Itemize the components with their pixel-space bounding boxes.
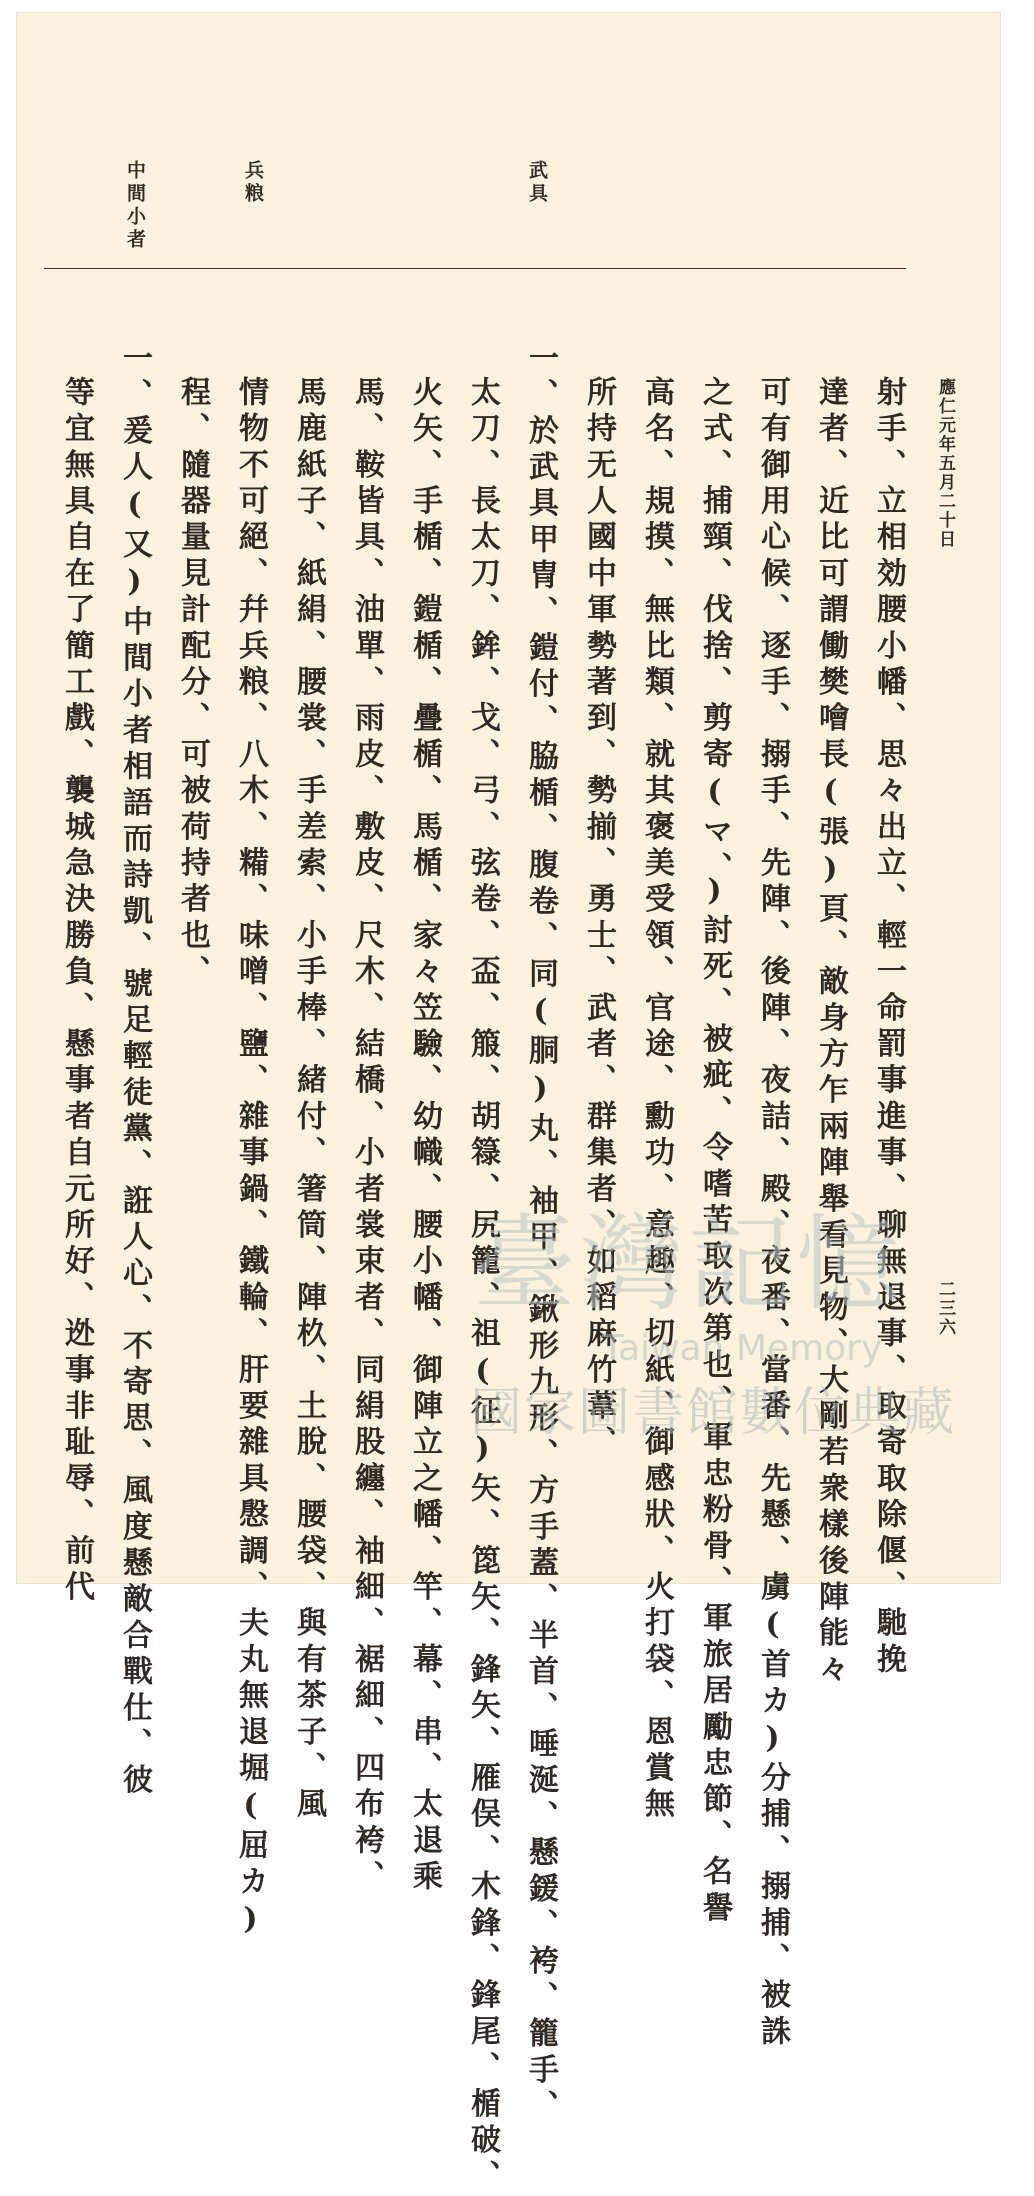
page-number: 二三六 (935, 1280, 955, 1337)
body-column-14: 一、爰人(又)中間小者相語而詩凱、號足輕徒黨、誑人心、不寄思、風度懸敵合戰仕、彼 (117, 342, 152, 1800)
body-column-3: 可有御用心候、逐手、搦手、先陣、後陣、夜詰、殿、夜番、當番、先懸、虜(首カ)分捕、搦捕、被誅 (755, 376, 790, 2052)
body-column-4: 之式、捕頸、伐捨、剪寄(マ、)討死、被疵、令嗜苦取次第也、軍忠粉骨、軍旅居勵忠節、名譽 (697, 376, 732, 1928)
body-column-6: 所持无人國中軍勢著到、勢揃、勇士、武者、群集者、如稻麻竹葦、 (581, 376, 616, 1462)
running-head: 應仁元年五月二十日 (935, 378, 955, 549)
body-column-12: 情物不可絕、幷兵粮、八木、糒、味噌、鹽、雜事鍋、鐵輪、肝要雜具慇調、夫丸無退堀(屈カ) (233, 376, 268, 1943)
watermark-title: 臺灣記憶 (472, 1203, 905, 1325)
watermark-english: Taiwan Memory (602, 1328, 883, 1369)
body-column-11: 馬鹿紙子、紙絹、腰裳、手差索、小手棒、緒付、箸筒、陣杦、土脫、腰袋、與有茶子、風 (291, 376, 326, 1824)
body-column-5: 高名、規摸、無比類、就其褒美受領、官途、勳功、意趣、切紙、御感狀、火打袋、恩賞無 (639, 376, 674, 1824)
body-column-15: 等宜無具自在了簡工戲、襲城急決勝負、懸事者自元所好、迯事非耻辱、前代 (59, 376, 94, 1607)
header-label-servants: 中間小者 (124, 160, 146, 252)
book-page (16, 12, 1001, 2196)
watermark-org: 國家圖書館數位典藏 (470, 1383, 957, 1443)
body-column-13: 程、隨器量見計配分、可被荷持者也、 (175, 376, 210, 992)
body-column-7: 一、於武具甲冑、鎧付、脇楯、腹卷、同(胴)丸、袖甲、鍬形九形、方手蓋、半首、唾涎、懸鍰、袴、籠手、 (523, 342, 558, 2126)
body-column-10: 馬、鞍皆具、油單、雨皮、敷皮、尺木、結橋、小者裳束者、同絹股纏、袖細、裾細、四布袴、 (349, 376, 384, 1897)
body-column-2: 達者、近比可謂働樊噲長(張)頁、敵身方乍兩陣舉看見物、大剛若衆樣後陣能々 (813, 376, 848, 1690)
body-column-1: 射手、立相効腰小幡、思々出立、輕一命罰事進事、聊無退事、取寄取除偃、馳挽 (871, 376, 906, 1680)
header-rule (44, 268, 906, 269)
body-column-9: 火矢、手楯、鎧楯、疊楯、馬楯、家々笠驗、幼幟、腰小幡、御陣立之幡、竿、幕、串、太退乘 (407, 376, 442, 1897)
header-label-weapons: 武具 (526, 160, 548, 206)
header-label-provisions: 兵粮 (242, 160, 264, 206)
body-column-8: 太刀、長太刀、鉾、戈、弓、弦卷、盃、箙、胡簶、尻籠、祖(征)矢、箆矢、鋒矢、雁俣、木鋒、鋒尾、楯破、 (465, 376, 500, 2196)
